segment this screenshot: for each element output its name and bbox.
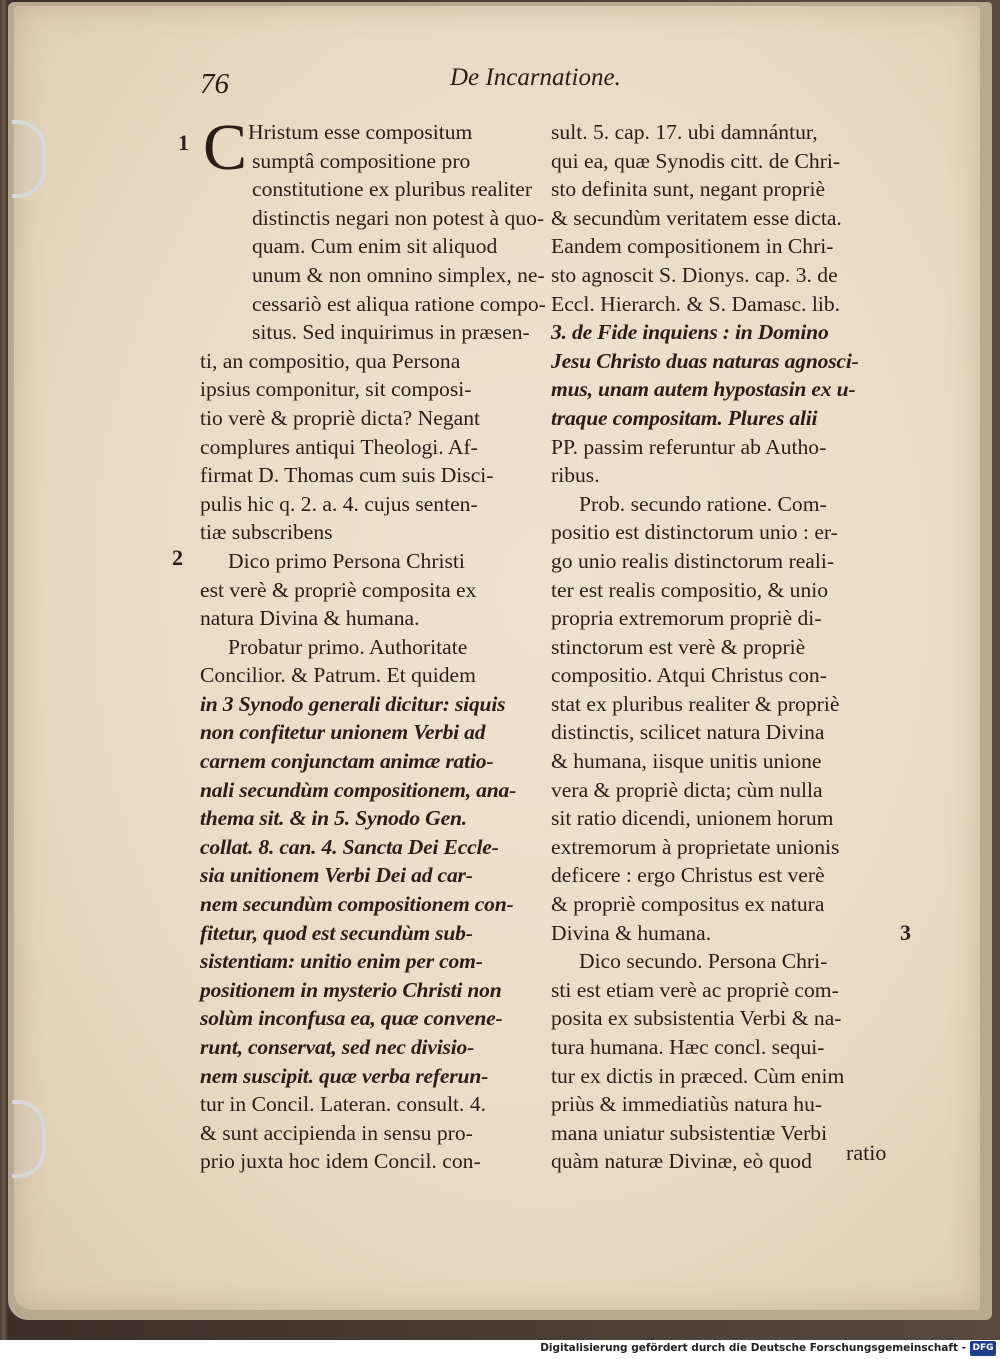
text-line: ipsius componitur, sit composi- xyxy=(200,377,472,402)
text-line: carnem conjunctam animæ ratio- xyxy=(200,749,494,774)
page-number: 76 xyxy=(200,68,229,100)
text-line: non confitetur unionem Verbi ad xyxy=(200,720,486,745)
text-line: & sunt accipienda in sensu pro- xyxy=(200,1120,473,1145)
catchword: ratio xyxy=(846,1140,887,1165)
text-line: Jesu Christo duas naturas agnosci- xyxy=(551,348,859,373)
text-line: sit ratio dicendi, unionem horum xyxy=(551,806,834,831)
text-line: in 3 Synodo generali dicitur: siquis xyxy=(200,691,506,716)
text-line: distinctis negari non potest à quo- xyxy=(252,205,545,230)
text-line: positionem in mysterio Christi non xyxy=(200,977,502,1002)
text-line: pulis hic q. 2. a. 4. cujus senten- xyxy=(200,491,478,516)
text-line: Dico primo Persona Christi xyxy=(228,548,465,573)
text-line: quàm naturæ Divinæ, eò quod xyxy=(551,1149,812,1174)
text-line: situs. Sed inquirimus in præsen- xyxy=(252,320,530,345)
text-line: Dico secundo. Persona Chri- xyxy=(579,949,828,974)
text-line: prio juxta hoc idem Concil. con- xyxy=(200,1149,481,1174)
text-line: vera & propriè dicta; cùm nulla xyxy=(551,777,823,802)
text-line: nem suscipit. quæ verba referun- xyxy=(200,1063,489,1088)
text-line: positio est distinctorum unio : er- xyxy=(551,520,838,545)
text-line: PP. passim referuntur ab Autho- xyxy=(551,434,827,459)
text-line: natura Divina & humana. xyxy=(200,606,420,631)
drop-capital: C xyxy=(203,111,248,184)
text-line: sult. 5. cap. 17. ubi damnántur, xyxy=(551,120,818,144)
text-line: distinctis, scilicet natura Divina xyxy=(551,720,825,745)
text-line: tur ex dictis in præced. Cùm enim xyxy=(551,1063,845,1088)
text-line: ribus. xyxy=(551,463,600,488)
text-line: qui ea, quæ Synodis citt. de Chri- xyxy=(551,148,841,173)
text-line: traque compositam. Plures alii xyxy=(551,405,818,430)
text-line: nali secundùm compositionem, ana- xyxy=(200,777,517,802)
text-line: compositio. Atqui Christus con- xyxy=(551,663,827,688)
text-line: unum & non omnino simplex, ne- xyxy=(252,262,545,287)
text-line: Eccl. Hierarch. & S. Damasc. lib. xyxy=(551,291,841,316)
text-line: & propriè compositus ex natura xyxy=(551,892,825,917)
text-line: sistentiam: unitio enim per com- xyxy=(200,949,483,974)
left-column xyxy=(200,111,546,1176)
text-line: quam. Cum enim sit aliquod xyxy=(252,234,498,259)
dfg-logo: DFG xyxy=(970,1341,996,1356)
text-line: tura humana. Hæc concl. sequi- xyxy=(551,1035,825,1059)
page-header xyxy=(200,64,900,108)
text-line: 3. de Fide inquiens : in Domino xyxy=(551,320,829,345)
margin-number-3: 3 xyxy=(900,920,911,945)
text-line: collat. 8. can. 4. Sancta Dei Eccle- xyxy=(200,834,499,859)
text-line: Eandem compositionem in Chri- xyxy=(551,234,834,259)
footer-bar xyxy=(0,1340,1000,1359)
right-column-text xyxy=(551,118,891,1176)
text-line: mus, unam autem hypostasin ex u- xyxy=(551,377,856,402)
text-line: fitetur, quod est secundùm sub- xyxy=(200,920,473,945)
text-line: est verè & propriè composita ex xyxy=(200,577,477,602)
right-column xyxy=(551,118,891,1176)
text-line: ter est realis compositio, & unio xyxy=(551,577,829,602)
text-line: complures antiqui Theologi. Af- xyxy=(200,434,478,459)
text-line: posita ex subsistentia Verbi & na- xyxy=(551,1006,842,1031)
left-column-text xyxy=(200,111,546,1176)
text-line: propria extremorum propriè di- xyxy=(551,606,822,631)
margin-number-2: 2 xyxy=(172,545,183,570)
text-line: tiæ subscribens xyxy=(200,520,333,545)
text-line: Hristum esse compositum xyxy=(248,120,473,144)
text-line: sto agnoscit S. Dionys. cap. 3. de xyxy=(551,262,838,287)
text-line: mana uniatur subsistentiæ Verbi xyxy=(551,1120,828,1145)
text-line: cessariò est aliqua ratione compo- xyxy=(252,291,546,316)
text-line: Divina & humana. xyxy=(551,920,712,945)
footer-credit: Digitalisierung gefördert durch die Deutsche Forschungsgemeinschaft - xyxy=(540,1342,966,1354)
text-line: stinctorum est verè & propriè xyxy=(551,634,806,659)
text-line: stat ex pluribus realiter & propriè xyxy=(551,691,840,716)
text-line: ti, an compositio, qua Persona xyxy=(200,348,461,373)
text-line: extremorum à proprietate unionis xyxy=(551,834,840,859)
text-line: Prob. secundo ratione. Com- xyxy=(579,491,827,516)
text-line: go unio realis distinctorum reali- xyxy=(551,548,835,573)
text-line: deficere : ergo Christus est verè xyxy=(551,863,825,888)
text-line: & humana, iisque unitis unione xyxy=(551,749,822,774)
text-line: thema sit. & in 5. Synodo Gen. xyxy=(200,806,467,831)
text-line: Concilior. & Patrum. Et quidem xyxy=(200,663,476,688)
margin-number-1: 1 xyxy=(178,130,189,155)
text-line: tio verè & propriè dicta? Negant xyxy=(200,405,481,430)
text-line: tur in Concil. Lateran. consult. 4. xyxy=(200,1092,487,1117)
text-line: solùm inconfusa ea, quæ convene- xyxy=(200,1006,503,1031)
text-line: constitutione ex pluribus realiter xyxy=(252,177,533,202)
text-line: sia unitionem Verbi Dei ad car- xyxy=(200,863,473,888)
text-line: sumptâ compositione pro xyxy=(252,148,471,173)
text-line: priùs & immediatiùs natura hu- xyxy=(551,1092,823,1117)
text-line: Probatur primo. Authoritate xyxy=(228,634,468,659)
text-line: firmat D. Thomas cum suis Disci- xyxy=(200,463,494,488)
text-line: nem secundùm compositionem con- xyxy=(200,892,514,917)
running-title: De Incarnatione. xyxy=(450,64,621,91)
text-line: sti est etiam verè ac propriè com- xyxy=(551,977,839,1002)
text-line: sto definita sunt, negant propriè xyxy=(551,177,826,202)
text-line: runt, conservat, sed nec divisio- xyxy=(200,1035,475,1059)
text-line: & secundùm veritatem esse dicta. xyxy=(551,205,842,230)
